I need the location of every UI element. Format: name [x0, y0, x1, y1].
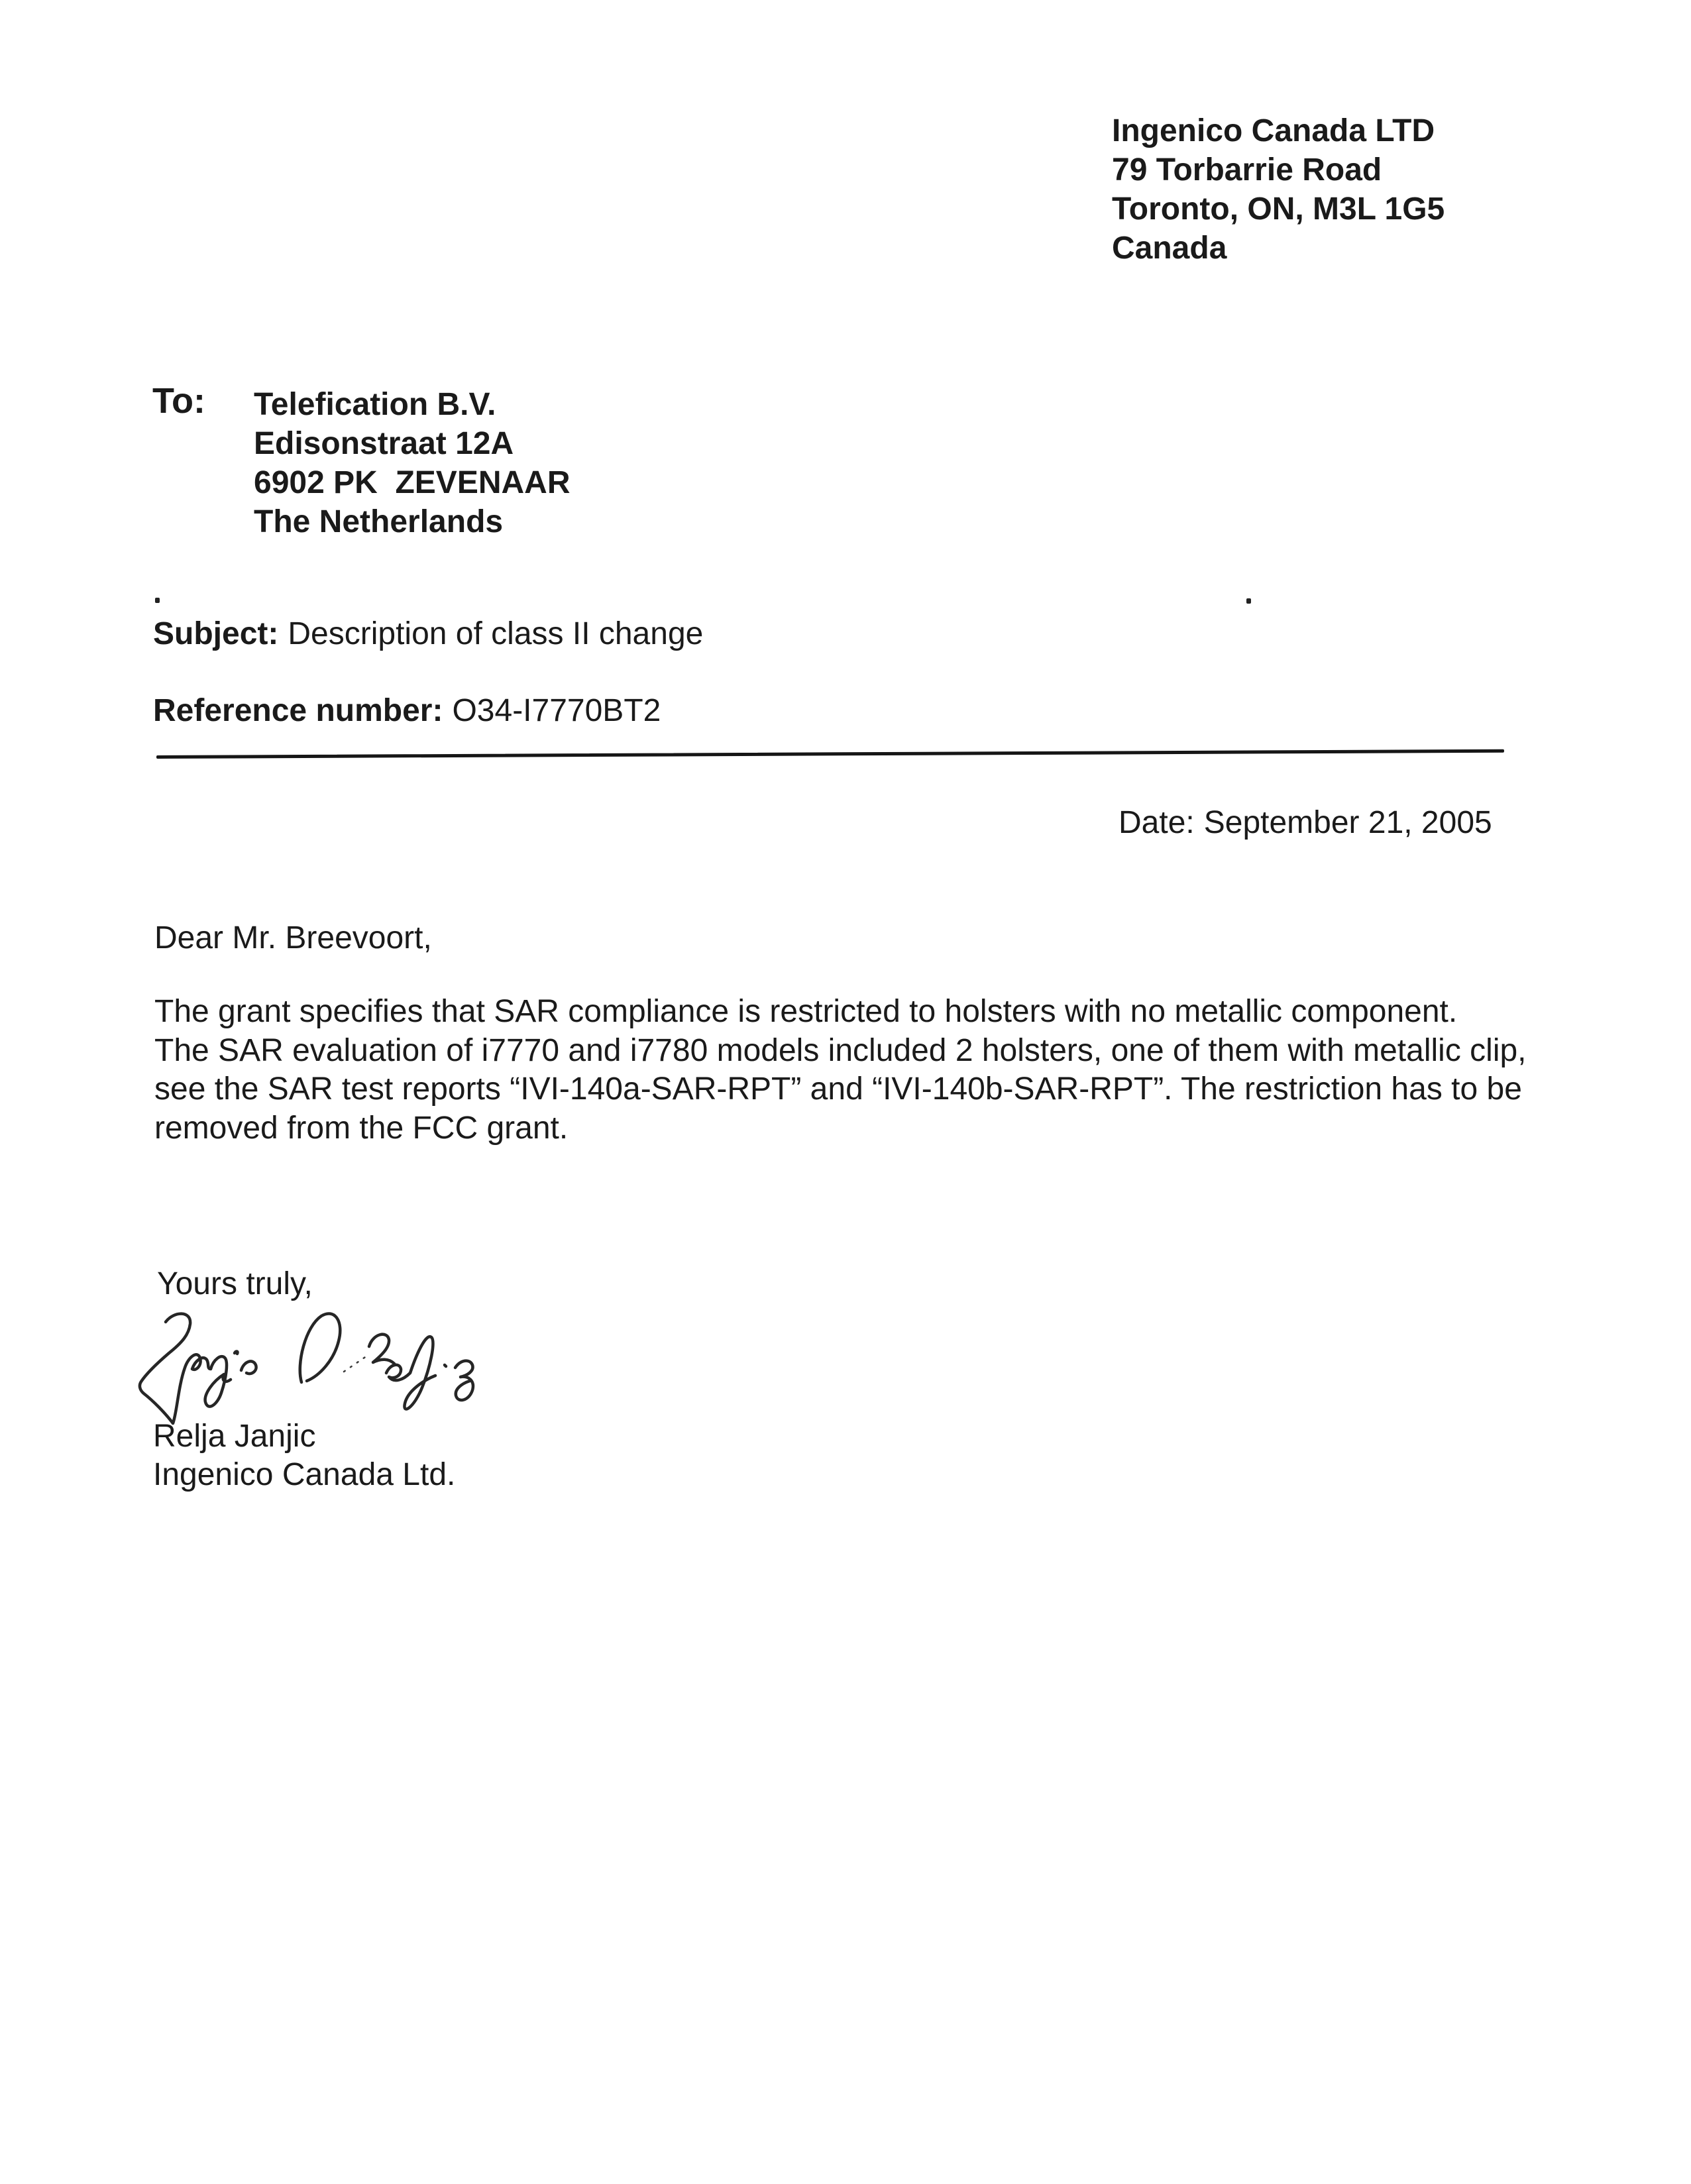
body-paragraph — [154, 993, 1527, 1148]
recipient-address-block — [254, 385, 571, 541]
signatory-company: Ingenico Canada Ltd. — [153, 1457, 456, 1492]
recipient-street: Edisonstraat 12A — [254, 426, 514, 461]
body-line: removed from the FCC grant. — [154, 1110, 569, 1146]
date-label: Date: — [1118, 805, 1195, 840]
handwritten-signature — [136, 1307, 494, 1433]
salutation: Dear Mr. Breevoort, — [154, 920, 432, 956]
to-label: To: — [152, 381, 205, 421]
subject-value: Description of class II change — [288, 616, 704, 651]
scan-artifact-dot — [155, 598, 160, 603]
sender-address-block — [1112, 111, 1445, 268]
valediction: Yours truly, — [157, 1266, 313, 1301]
recipient-country: The Netherlands — [254, 504, 504, 539]
reference-label: Reference number: — [153, 693, 443, 728]
scan-artifact-dot — [1246, 598, 1251, 604]
signature-ink-strokes — [136, 1307, 494, 1433]
subject-label: Subject: — [153, 616, 279, 651]
sender-name: Ingenico Canada LTD — [1112, 113, 1435, 148]
date-line — [1118, 803, 1492, 842]
sender-street: 79 Torbarrie Road — [1112, 152, 1382, 188]
date-value: September 21, 2005 — [1203, 805, 1492, 840]
body-line: see the SAR test reports “IVI-140a-SAR-RPT” and “IVI-140b-SAR-RPT”. The restriction has to be — [154, 1071, 1522, 1107]
body-line: The grant specifies that SAR compliance is restricted to holsters with no metallic component. — [154, 994, 1458, 1029]
sender-country: Canada — [1112, 231, 1227, 266]
recipient-name: Telefication B.V. — [254, 387, 496, 422]
reference-line — [153, 691, 661, 730]
subject-line — [153, 614, 703, 653]
divider-line — [156, 749, 1504, 759]
sender-city: Toronto, ON, M3L 1G5 — [1112, 191, 1445, 227]
reference-value: O34-I7770BT2 — [452, 693, 661, 728]
signatory-name: Relja Janjic — [153, 1419, 316, 1454]
body-line: The SAR evaluation of i7770 and i7780 models included 2 holsters, one of them with metallic clip, — [154, 1032, 1527, 1068]
recipient-city: 6902 PK ZEVENAAR — [254, 465, 571, 500]
